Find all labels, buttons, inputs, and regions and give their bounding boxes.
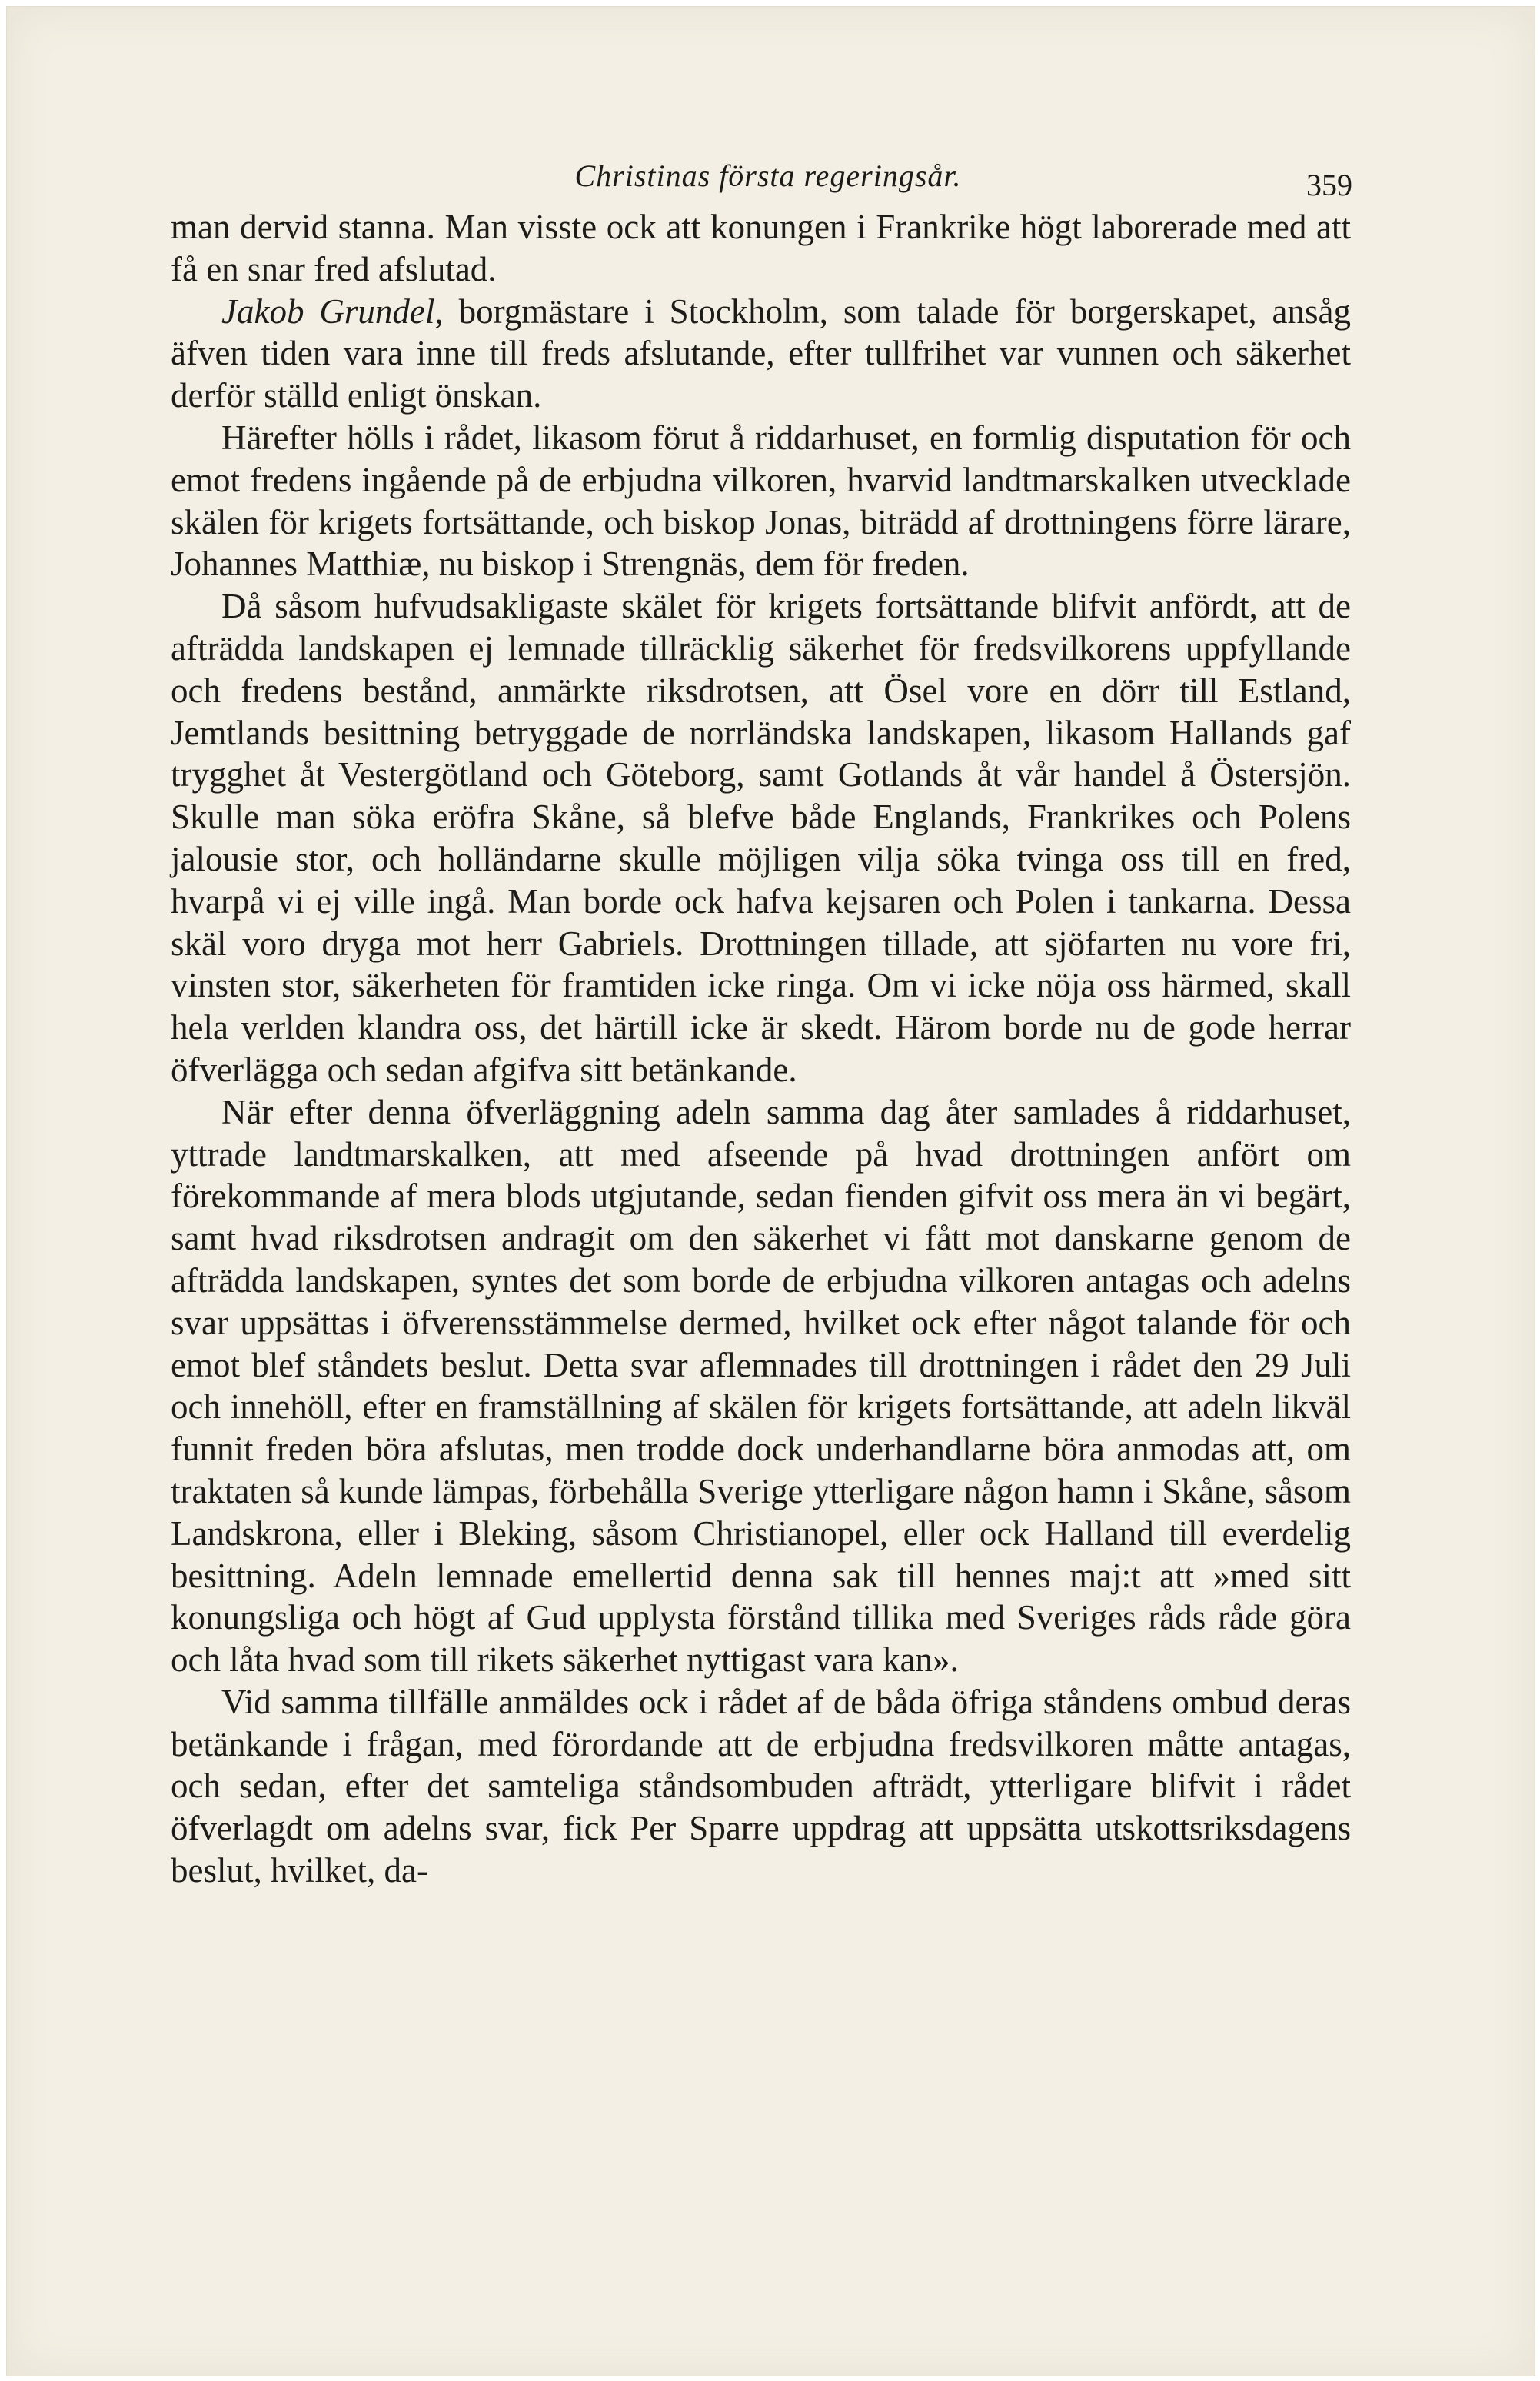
body-text bbox=[171, 206, 1351, 1892]
paragraph-3: Härefter hölls i rådet, likasom förut å riddarhuset, en formlig disputation för och emot fredens ingående på de erbjudna vilkoren, hvarvid landtmarskalken utvecklade skälen för krigets fortsättande, och biskop Jonas, biträdd af drottningens förre lärare, Johannes Matthiæ, nu biskop i Strengnäs, dem för freden. bbox=[171, 418, 1351, 584]
running-title: Christinas första regeringsår. bbox=[574, 158, 962, 193]
paragraph-2 bbox=[171, 291, 1351, 417]
page-number: 359 bbox=[1306, 168, 1352, 202]
page-header bbox=[184, 158, 1352, 211]
person-name-jakob-grundel: Jakob Grundel, bbox=[221, 291, 444, 331]
paragraph-1: man dervid stanna. Man visste ock att konungen i Frankrike högt laborerade med att få en snar fred afslutad. bbox=[171, 208, 1351, 288]
paragraph-5: När efter denna öfverläggning adeln samma dag åter samlades å riddarhuset, yttrade landtmarskalken, att med afseende på hvad drottningen anfört om förekommande af mera blods utgjutande, sedan fienden gifvit oss mera än vi begärt, samt hvad riksdrotsen andragit om den säkerhet vi fått mot danskarne genom de afträdda landskapen, syntes det som borde de erbjudna vilkoren antagas och adelns svar uppsättas i öfverensstämmelse dermed, hvilket ock efter något talande för och emot blef ståndets beslut. Detta svar aflemnades till drottningen i rådet den 29 Juli och innehöll, efter en framställning af skälen för krigets fortsättande, att adeln likväl funnit freden böra afslutas, men trodde dock underhandlarne böra anmodas att, om traktaten så kunde lämpas, förbehålla Sverige ytterligare någon hamn i Skåne, såsom Landskrona, eller i Bleking, såsom Christianopel, eller ock Halland till everdelig besittning. Adeln lemnade emellertid denna sak till hennes maj:t att »med sitt konungsliga och högt af Gud upplysta förstånd tillika med Sveriges råds råde göra och låta hvad som till rikets säkerhet nyttigast vara kan». bbox=[171, 1092, 1351, 1680]
paragraph-2-text: borgmästare i Stockholm, som talade för borgerskapet, ansåg äfven tiden vara inne till freds afslutande, efter tullfrihet var vunnen och säkerhet derför ställd enligt önskan. bbox=[171, 291, 1351, 415]
paragraph-4: Då såsom hufvudsakligaste skälet för krigets fortsättande blifvit anfördt, att de afträdda landskapen ej lemnade tillräcklig säkerhet för fredsvilkorens uppfyllande och fredens bestånd, anmärkte riksdrotsen, att Ösel vore en dörr till Estland, Jemtlands besittning betryggade de norrländska landskapen, likasom Hallands gaf trygghet åt Vestergötland och Göteborg, samt Gotlands åt vår handel å Östersjön. Skulle man söka eröfra Skåne, så blefve både Englands, Frankrikes och Polens jalousie stor, och holländarne skulle möjligen vilja söka tvinga oss till en fred, hvarpå vi ej ville ingå. Man borde ock hafva kejsaren och Polen i tankarna. Dessa skäl voro dryga mot herr Gabriels. Drottningen tillade, att sjöfarten nu vore fri, vinsten stor, säkerheten för framtiden icke ringa. Om vi icke nöja oss härmed, skall hela verlden klandra oss, det härtill icke är skedt. Härom borde nu de gode herrar öfverlägga och sedan afgifva sitt betänkande. bbox=[171, 587, 1351, 1089]
paragraph-6: Vid samma tillfälle anmäldes ock i rådet af de båda öfriga ståndens ombud deras betänkande i frågan, med förordande att de erbjudna fredsvilkoren måtte antagas, och sedan, efter det samteliga ståndsombuden afträdt, ytterligare blifvit i rådet öfverlagdt om adelns svar, fick Per Sparre uppdrag att uppsätta utskottsriksdagens beslut, hvilket, da- bbox=[171, 1682, 1351, 1890]
